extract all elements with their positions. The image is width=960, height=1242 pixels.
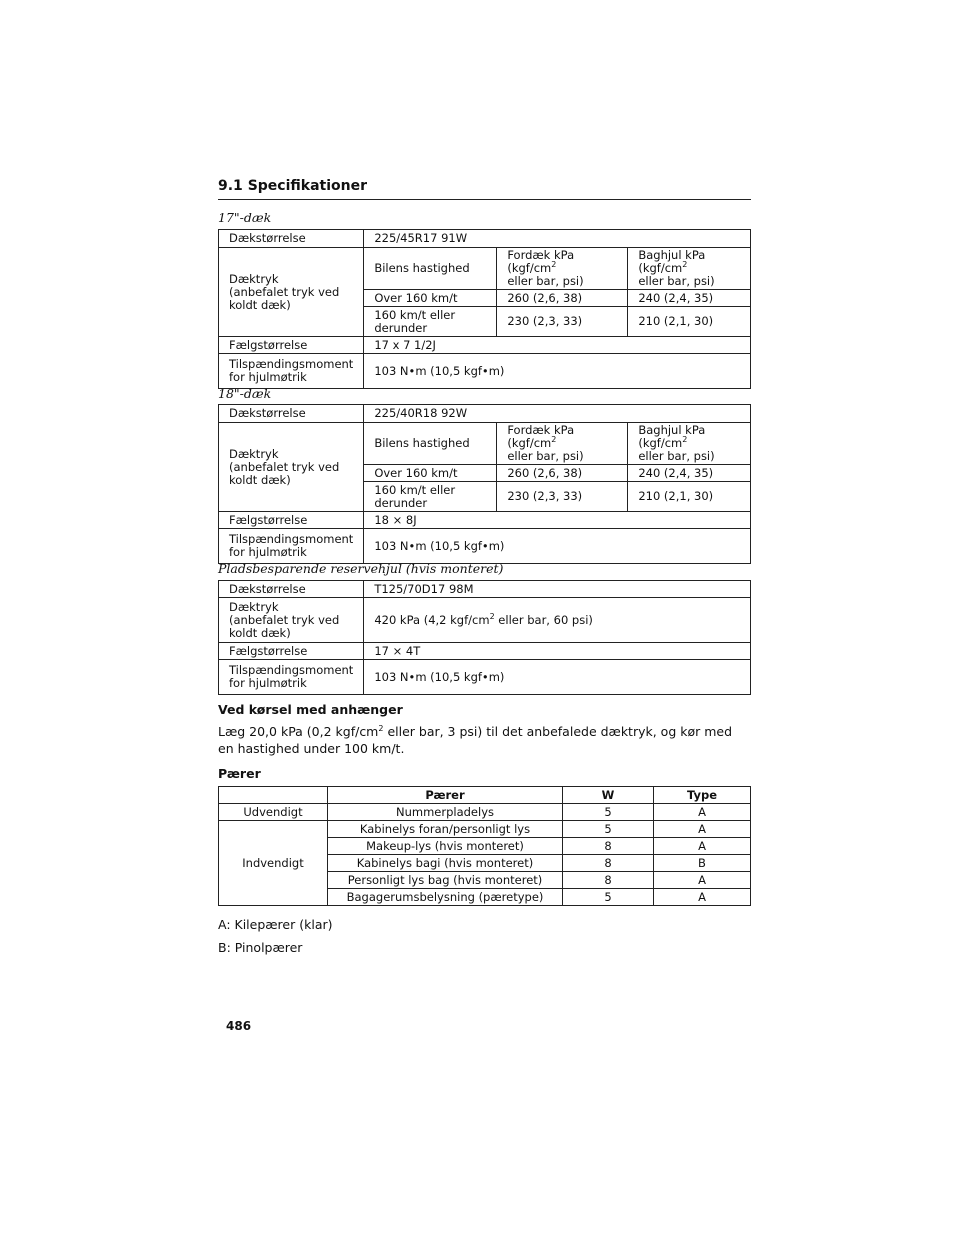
- cell-header: Fordæk kPa ($kgf/cm^2$ eller bar, psi): [497, 248, 628, 290]
- bulb-type: B: [654, 855, 751, 872]
- bulb-watt: 5: [563, 821, 654, 838]
- col-header: Type: [654, 787, 751, 804]
- section-header: [218, 178, 751, 200]
- cell-header: Bilens hastighed: [364, 248, 497, 290]
- bulb-name: Kabinelys bagi (hvis monteret): [328, 855, 563, 872]
- cell-value: 103 N•m (10,5 kgf•m): [364, 529, 751, 564]
- bulb-name: Personligt lys bag (hvis monteret): [328, 872, 563, 889]
- caption-18: 18"-dæk: [218, 386, 272, 401]
- cell-label: Tilspændingsmoment for hjulmøtrik: [219, 660, 364, 695]
- cell-speed: Over 160 km/t: [364, 465, 497, 482]
- cell-label: Tilspændingsmoment for hjulmøtrik: [219, 354, 364, 389]
- bulb-type: A: [654, 838, 751, 855]
- bulb-type: A: [654, 821, 751, 838]
- bulb-name: Bagagerumsbelysning (pæretype): [328, 889, 563, 906]
- cell-label: Dækstørrelse: [219, 405, 364, 423]
- bulb-watt: 8: [563, 855, 654, 872]
- bulb-watt: 8: [563, 872, 654, 889]
- cell-value: 225/40R18 92W: [364, 405, 751, 423]
- spare-tire-table: [218, 580, 751, 695]
- note-b: B: Pinolpærer: [218, 940, 303, 955]
- cell-rear: 210 (2,1, 30): [628, 307, 751, 337]
- col-header: W: [563, 787, 654, 804]
- bulbs-heading: Pærer: [218, 766, 261, 781]
- bulb-watt: 8: [563, 838, 654, 855]
- cell-label: Fælgstørrelse: [219, 643, 364, 660]
- cell-value: 17 x 7 1/2J: [364, 337, 751, 354]
- cell-label: Dæktryk (anbefalet tryk ved koldt dæk): [219, 423, 364, 512]
- cell-value: 225/45R17 91W: [364, 230, 751, 248]
- cell-front: 230 (2,3, 33): [497, 307, 628, 337]
- cell-value: 18 × 8J: [364, 512, 751, 529]
- tire-17-table: [218, 229, 751, 389]
- cell-value: 103 N•m (10,5 kgf•m): [364, 660, 751, 695]
- bulb-type: A: [654, 872, 751, 889]
- caption-spare: Pladsbesparende reservehjul (hvis monteret): [218, 561, 504, 576]
- cell-label: Dækstørrelse: [219, 230, 364, 248]
- cell-header: Fordæk kPa ($kgf/cm^2$ eller bar, psi): [497, 423, 628, 465]
- group-label: Indvendigt: [219, 821, 328, 906]
- cell-speed: Over 160 km/t: [364, 290, 497, 307]
- cell-label: Dækstørrelse: [219, 581, 364, 598]
- cell-label: Fælgstørrelse: [219, 512, 364, 529]
- col-header: [219, 787, 328, 804]
- cell-label: Fælgstørrelse: [219, 337, 364, 354]
- cell-value: 420 kPa (4,2 kgf/$cm^2$ eller bar, 60 psi): [364, 598, 751, 643]
- trailer-text: Læg 20,0 kPa (0,2 kgf/$cm^2$ eller bar, 3 psi) til det anbefalede dæktryk, og kør med en hastighed under 100 km/t.: [218, 723, 733, 756]
- cell-speed: 160 km/t eller derunder: [364, 482, 497, 512]
- bulb-watt: 5: [563, 889, 654, 906]
- cell-label: Dæktryk (anbefalet tryk ved koldt dæk): [219, 248, 364, 337]
- bulb-name: Nummerpladelys: [328, 804, 563, 821]
- cell-value: 103 N•m (10,5 kgf•m): [364, 354, 751, 389]
- trailer-heading: Ved kørsel med anhænger: [218, 702, 403, 717]
- bulb-type: A: [654, 804, 751, 821]
- cell-header: Baghjul kPa ($kgf/cm^2$ eller bar, psi): [628, 423, 751, 465]
- cell-front: 230 (2,3, 33): [497, 482, 628, 512]
- section-title: Specifikationer: [247, 178, 367, 194]
- bulb-name: Makeup-lys (hvis monteret): [328, 838, 563, 855]
- bulb-name: Kabinelys foran/personligt lys: [328, 821, 563, 838]
- cell-rear: 240 (2,4, 35): [628, 465, 751, 482]
- bulbs-table: [218, 786, 751, 906]
- note-a: A: Kilepærer (klar): [218, 917, 333, 932]
- tire-18-table: [218, 404, 751, 564]
- cell-speed: 160 km/t eller derunder: [364, 307, 497, 337]
- section-number: 9.1: [218, 178, 243, 194]
- cell-value: T125/70D17 98M: [364, 581, 751, 598]
- page-number: 486: [226, 1019, 252, 1033]
- cell-label: Tilspændingsmoment for hjulmøtrik: [219, 529, 364, 564]
- col-header: Pærer: [328, 787, 563, 804]
- bulb-watt: 5: [563, 804, 654, 821]
- cell-rear: 240 (2,4, 35): [628, 290, 751, 307]
- cell-rear: 210 (2,1, 30): [628, 482, 751, 512]
- cell-value: 17 × 4T: [364, 643, 751, 660]
- cell-front: 260 (2,6, 38): [497, 465, 628, 482]
- cell-header: Bilens hastighed: [364, 423, 497, 465]
- bulb-type: A: [654, 889, 751, 906]
- cell-label: Dæktryk (anbefalet tryk ved koldt dæk): [219, 598, 364, 643]
- caption-17: 17"-dæk: [218, 210, 272, 225]
- cell-front: 260 (2,6, 38): [497, 290, 628, 307]
- cell-header: Baghjul kPa ($kgf/cm^2$ eller bar, psi): [628, 248, 751, 290]
- group-label: Udvendigt: [219, 804, 328, 821]
